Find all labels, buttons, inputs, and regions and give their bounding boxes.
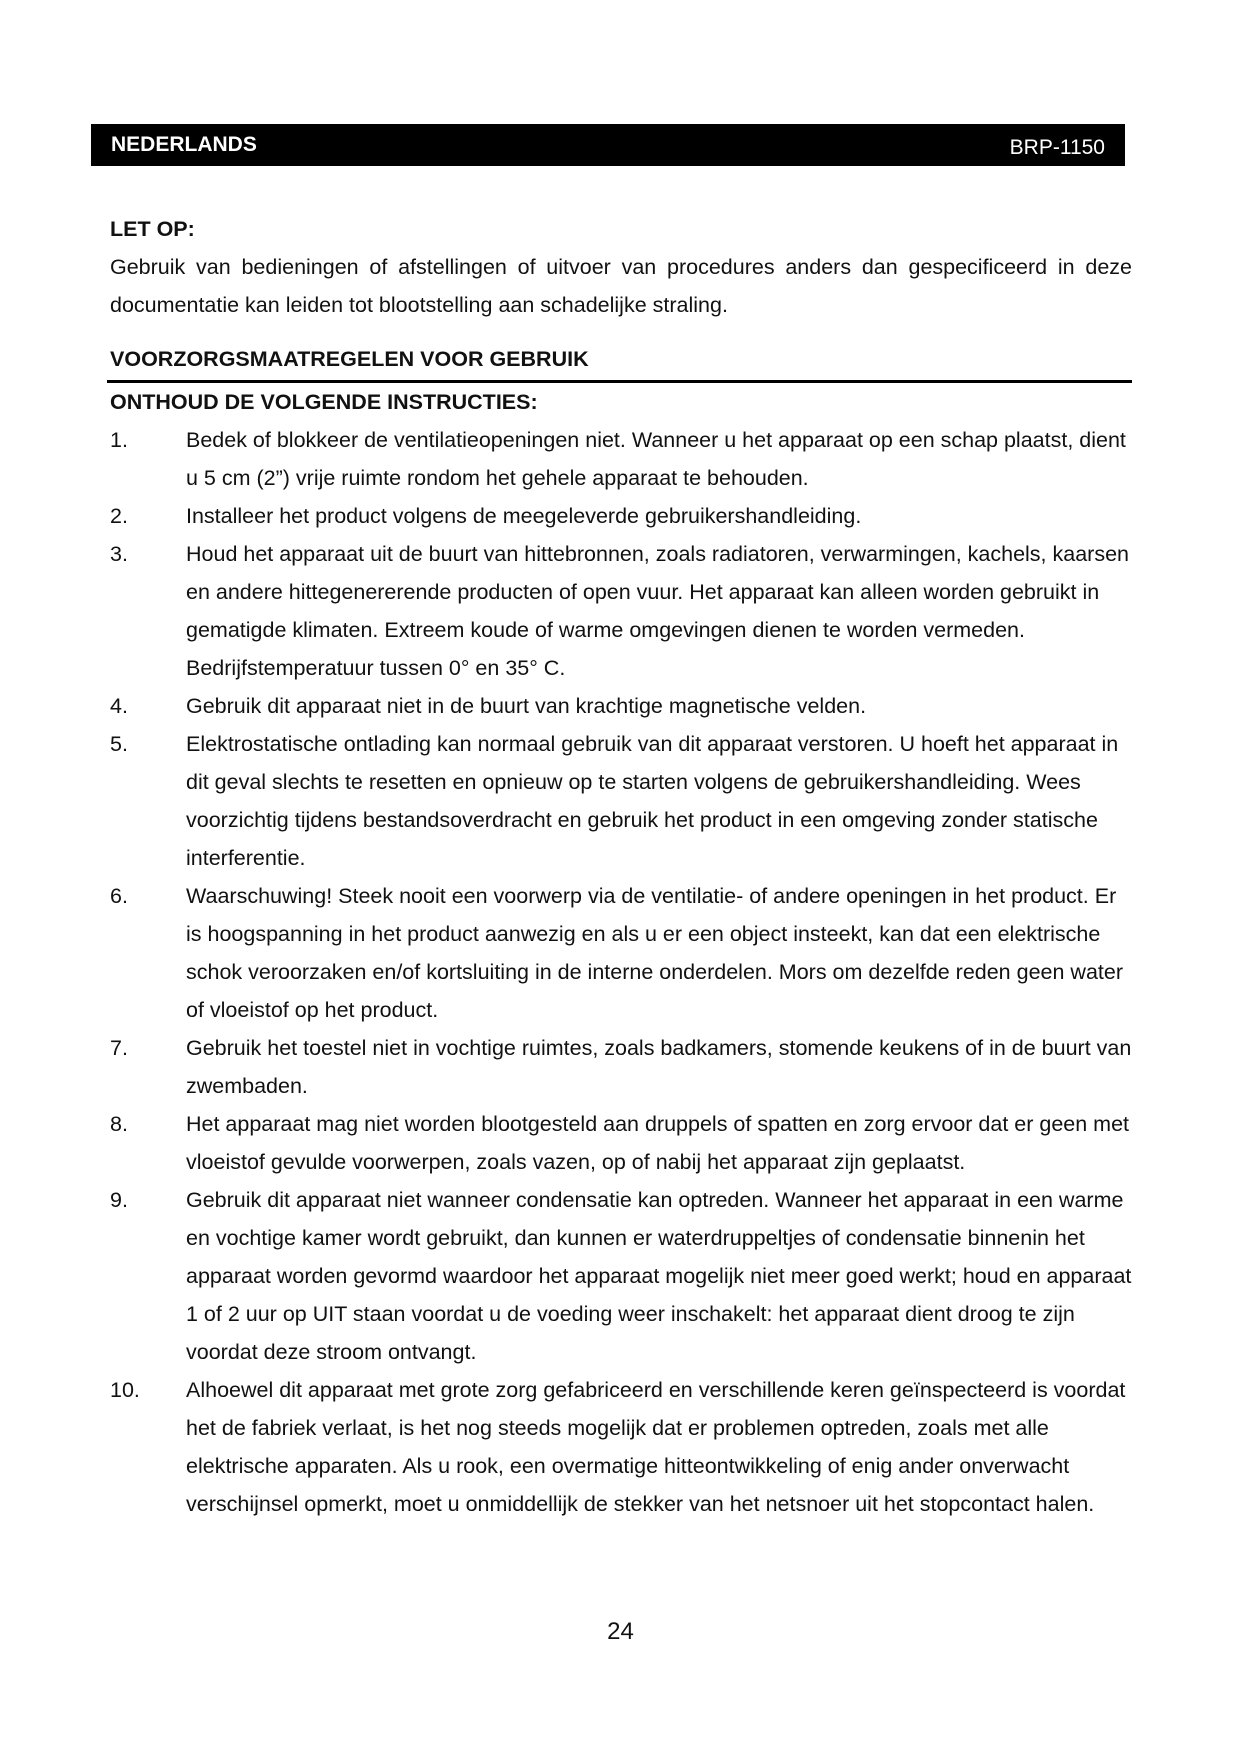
list-item-text: Elektrostatische ontlading kan normaal gebruik van dit apparaat verstoren. U hoeft het apparaat in dit geval slechts te resetten en opnieuw op te starten volgens de gebruikershandleiding. Wees voorzichtig tijdens bestandsoverdracht en gebruik het product in een omgeving zonder statische interferentie. — [186, 732, 1119, 870]
page-number: 24 — [607, 1618, 634, 1645]
list-item — [110, 1029, 1132, 1105]
list-item-number: 4. — [110, 694, 128, 718]
list-item-text: Alhoewel dit apparaat met grote zorg gefabriceerd en verschillende keren geïnspecteerd is voordat het de fabriek verlaat, is het nog steeds mogelijk dat er problemen optreden, zoals met alle elektrische apparaten. Als u rook, een overmatige hitteontwikkeling of enig ander onverwacht verschijnsel opmerkt, moet u onmiddellijk de stekker van het netsnoer uit het stopcontact halen. — [186, 1378, 1126, 1516]
list-item — [110, 421, 1132, 497]
list-item-text: Gebruik dit apparaat niet in de buurt van krachtige magnetische velden. — [186, 694, 867, 718]
list-item-number: 10. — [110, 1378, 140, 1402]
instruction-list — [110, 421, 1132, 1523]
list-item-number: 9. — [110, 1188, 128, 1212]
list-item — [110, 535, 1132, 687]
list-item — [110, 497, 1132, 535]
list-item-number: 7. — [110, 1036, 128, 1060]
list-item-text: Gebruik dit apparaat niet wanneer condensatie kan optreden. Wanneer het apparaat in een warme en vochtige kamer wordt gebruikt, dan kunnen er waterdruppeltjes of condensatie binnenin het apparaat worden gevormd waardoor het apparaat mogelijk niet meer goed werkt; houd en apparaat 1 of 2 uur op UIT staan voordat u de voeding weer inschakelt: het apparaat dient droog te zijn voordat deze stroom ontvangt. — [186, 1188, 1132, 1364]
list-item-number: 8. — [110, 1112, 128, 1136]
model-number: BRP-1150 — [1009, 136, 1105, 159]
list-item — [110, 687, 1132, 725]
list-item-text: Houd het apparaat uit de buurt van hittebronnen, zoals radiatoren, verwarmingen, kachels, kaarsen en andere hittegenererende producten of open vuur. Het apparaat kan alleen worden gebruikt in gematigde klimaten. Extreem koude of warme omgevingen dienen te worden vermeden. Bedrijfstemperatuur tussen 0° en 35° C. — [186, 542, 1129, 680]
list-item — [110, 877, 1132, 1029]
list-item-text: Installeer het product volgens de meegeleverde gebruikershandleiding. — [186, 504, 862, 528]
list-item-number: 3. — [110, 542, 128, 566]
list-item — [110, 1371, 1132, 1523]
list-item — [110, 725, 1132, 877]
list-item-number: 1. — [110, 428, 128, 452]
section-subtitle: ONTHOUD DE VOLGENDE INSTRUCTIES: — [110, 390, 538, 414]
list-item-text: Het apparaat mag niet worden blootgesteld aan druppels of spatten en zorg ervoor dat er geen met vloeistof gevulde voorwerpen, zoals vazen, op of nabij het apparaat zijn geplaatst. — [186, 1112, 1130, 1174]
list-item-number: 5. — [110, 732, 128, 756]
header-bar — [91, 124, 1125, 166]
page-content — [110, 210, 1132, 1523]
language-label: NEDERLANDS — [111, 133, 257, 156]
list-item-number: 6. — [110, 884, 128, 908]
list-item-text: Bedek of blokkeer de ventilatieopeningen niet. Wanneer u het apparaat op een schap plaatst, dient u 5 cm (2”) vrije ruimte rondom het gehele apparaat te behouden. — [186, 428, 1126, 490]
notice-text: Gebruik van bedieningen of afstellingen of uitvoer van procedures anders dan gespecificeerd in deze documentatie kan leiden tot blootstelling aan schadelijke straling. — [110, 255, 1132, 317]
section-title: VOORZORGSMAATREGELEN VOOR GEBRUIK — [110, 347, 589, 371]
list-item — [110, 1105, 1132, 1181]
list-item-number: 2. — [110, 504, 128, 528]
list-item-text: Gebruik het toestel niet in vochtige ruimtes, zoals badkamers, stomende keukens of in de buurt van zwembaden. — [186, 1036, 1132, 1098]
list-item — [110, 1181, 1132, 1371]
notice-title: LET OP: — [110, 217, 195, 241]
list-item-text: Waarschuwing! Steek nooit een voorwerp via de ventilatie- of andere openingen in het product. Er is hoogspanning in het product aanwezig en als u er een object insteekt, kan dat een elektrische schok veroorzaken en/of kortsluiting in de interne onderdelen. Mors om dezelfde reden geen water of vloeistof op het product. — [186, 884, 1123, 1022]
